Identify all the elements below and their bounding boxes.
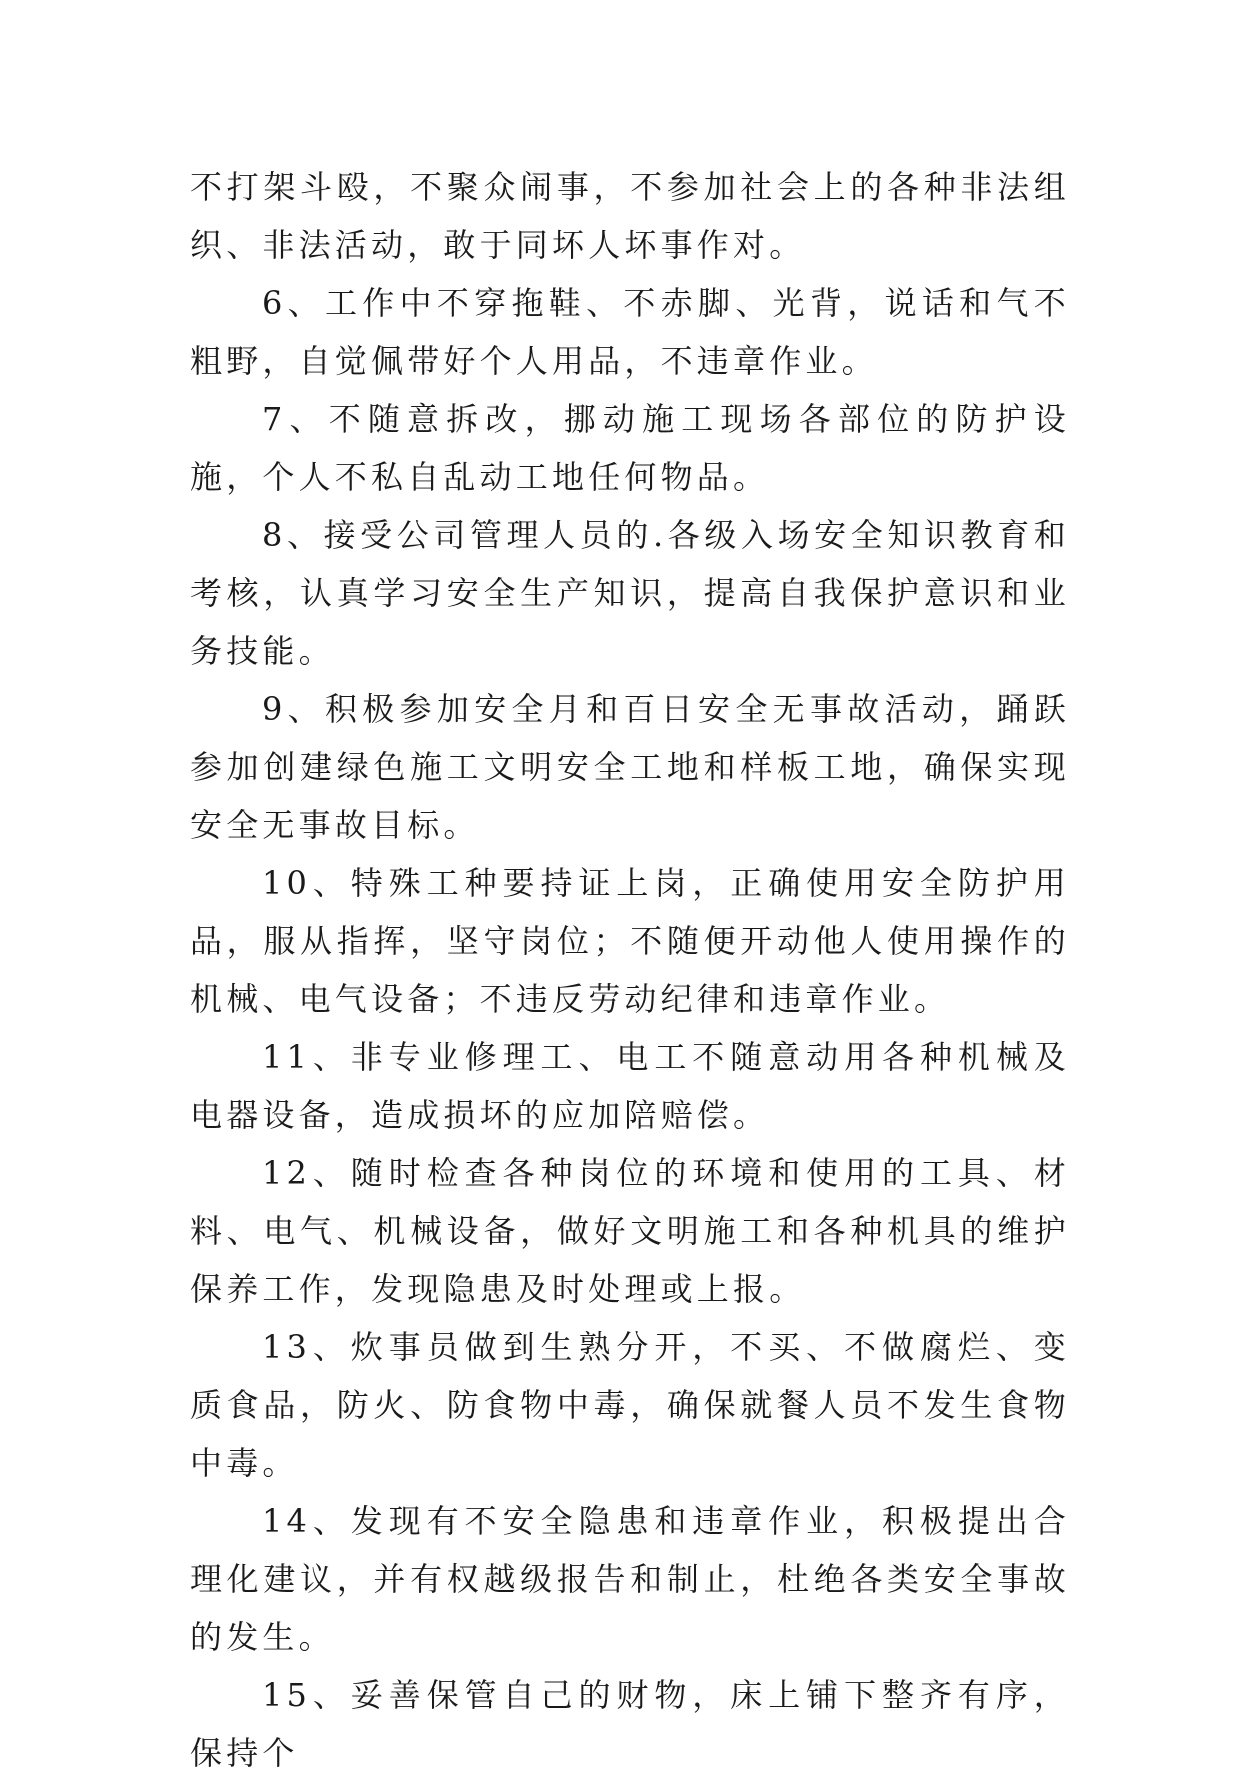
paragraph-item-15: 15、妥善保管自己的财物，床上铺下整齐有序，保持个 — [190, 1676, 1070, 1772]
paragraph-item-8: 8、接受公司管理人员的.各级入场安全知识教育和考核，认真学习安全生产知识，提高自我保护意识和业务技能。 — [190, 516, 1070, 670]
paragraph-item-13: 13、炊事员做到生熟分开，不买、不做腐烂、变质食品，防火、防食物中毒，确保就餐人员不发生食物中毒。 — [190, 1328, 1070, 1482]
paragraph-item-9: 9、积极参加安全月和百日安全无事故活动，踊跃参加创建绿色施工文明安全工地和样板工地，确保实现安全无事故目标。 — [190, 690, 1070, 844]
paragraph-item-12: 12、随时检查各种岗位的环境和使用的工具、材料、电气、机械设备，做好文明施工和各种机具的维护保养工作，发现隐患及时处理或上报。 — [190, 1154, 1070, 1308]
paragraph-continuation: 不打架斗殴，不聚众闹事，不参加社会上的各种非法组织、非法活动，敢于同坏人坏事作对。 — [190, 168, 1070, 264]
paragraph-item-6: 6、工作中不穿拖鞋、不赤脚、光背，说话和气不粗野，自觉佩带好个人用品，不违章作业。 — [190, 284, 1070, 380]
paragraph-item-10: 10、特殊工种要持证上岗，正确使用安全防护用品，服从指挥，坚守岗位；不随便开动他人使用操作的机械、电气设备；不违反劳动纪律和违章作业。 — [190, 864, 1070, 1018]
paragraph-item-14: 14、发现有不安全隐患和违章作业，积极提出合理化建议，并有权越级报告和制止，杜绝各类安全事故的发生。 — [190, 1502, 1070, 1656]
paragraph-item-7: 7、不随意拆改，挪动施工现场各部位的防护设施，个人不私自乱动工地任何物品。 — [190, 400, 1070, 496]
paragraph-item-11: 11、非专业修理工、电工不随意动用各种机械及电器设备，造成损坏的应加陪赔偿。 — [190, 1038, 1070, 1134]
document-body — [190, 158, 1070, 1782]
